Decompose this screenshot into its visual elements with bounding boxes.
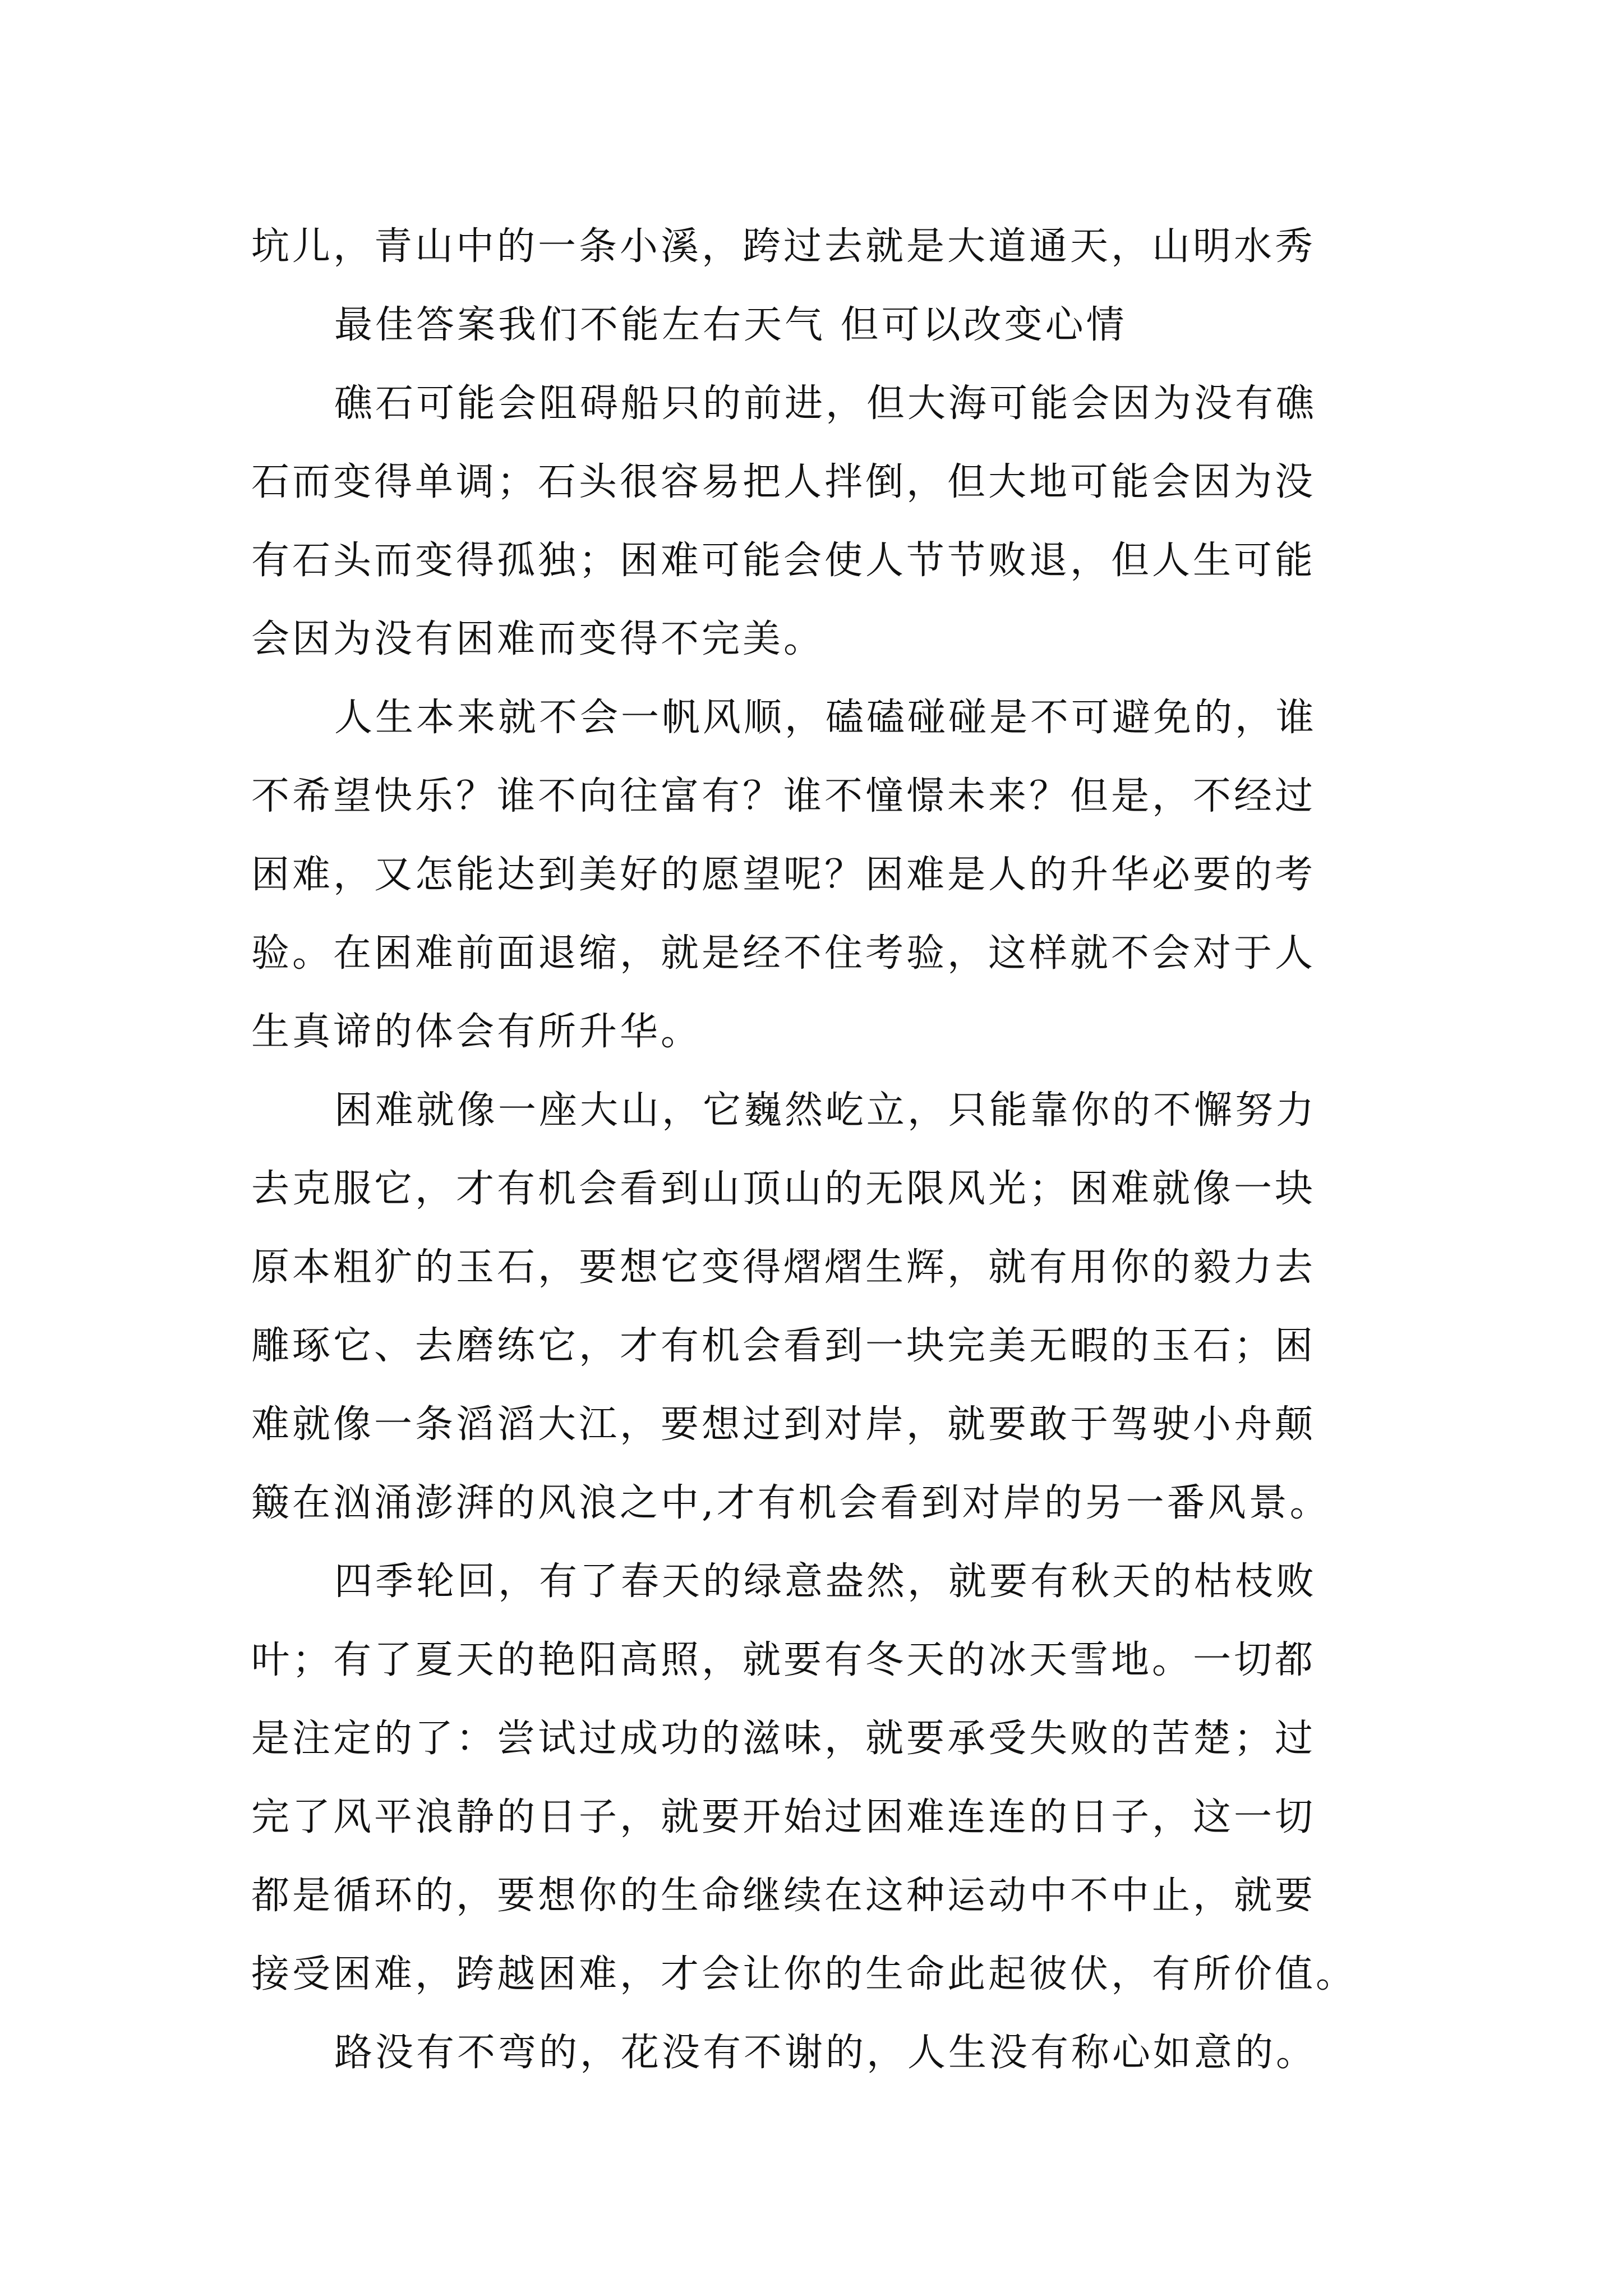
text-line: 簸在汹涌澎湃的风浪之中,才有机会看到对岸的另一番风景。 xyxy=(251,1481,1331,1525)
text-line: 叶；有了夏天的艳阳高照，就要有冬天的冰天雪地。一切都 xyxy=(251,1638,1316,1682)
text-line: 去克服它，才有机会看到山顶山的无限风光；困难就像一块 xyxy=(251,1167,1316,1211)
text-line: 难就像一条滔滔大江，要想过到对岸，就要敢于驾驶小舟颠 xyxy=(251,1402,1316,1447)
text-line: 困难就像一座大山，它巍然屹立，只能靠你的不懈努力 xyxy=(334,1088,1317,1133)
text-line: 石而变得单调；石头很容易把人拌倒，但大地可能会因为没 xyxy=(251,460,1316,504)
text-line: 接受困难，跨越困难，才会让你的生命此起彼伏，有所价值。 xyxy=(251,1952,1357,1996)
text-line: 都是循环的，要想你的生命继续在这种运动中不中止，就要 xyxy=(251,1874,1316,1918)
text-line: 路没有不弯的，花没有不谢的，人生没有称心如意的。 xyxy=(334,2031,1317,2075)
text-line: 四季轮回，有了春天的绿意盎然，就要有秋天的枯枝败 xyxy=(334,1559,1317,1604)
text-line: 验。在困难前面退缩，就是经不住考验，这样就不会对于人 xyxy=(251,931,1316,976)
text-line: 礁石可能会阻碍船只的前进，但大海可能会因为没有礁 xyxy=(334,381,1317,426)
text-line: 坑儿，青山中的一条小溪，跨过去就是大道通天，山明水秀 xyxy=(251,224,1316,269)
text-line: 有石头而变得孤独；困难可能会使人节节败退，但人生可能 xyxy=(251,539,1316,583)
text-line: 是注定的了：尝试过成功的滋味，就要承受失败的苦楚；过 xyxy=(251,1717,1316,1761)
document-body xyxy=(251,208,1384,2092)
text-line: 完了风平浪静的日子，就要开始过困难连连的日子，这一切 xyxy=(251,1795,1316,1839)
text-line: 最佳答案我们不能左右天气 但可以改变心情 xyxy=(334,303,1127,347)
text-line: 困难，又怎能达到美好的愿望呢？困难是人的升华必要的考 xyxy=(251,853,1316,897)
text-line: 原本粗犷的玉石，要想它变得熠熠生辉，就有用你的毅力去 xyxy=(251,1245,1316,1290)
text-line: 生真谛的体会有所升华。 xyxy=(251,1010,702,1054)
text-line: 雕琢它、去磨练它，才有机会看到一块完美无暇的玉石；困 xyxy=(251,1324,1316,1368)
text-line: 不希望快乐？谁不向往富有？谁不憧憬未来？但是，不经过 xyxy=(251,774,1316,818)
text-line: 人生本来就不会一帆风顺，磕磕碰碰是不可避免的，谁 xyxy=(334,696,1317,740)
text-line: 会因为没有困难而变得不完美。 xyxy=(251,617,825,661)
